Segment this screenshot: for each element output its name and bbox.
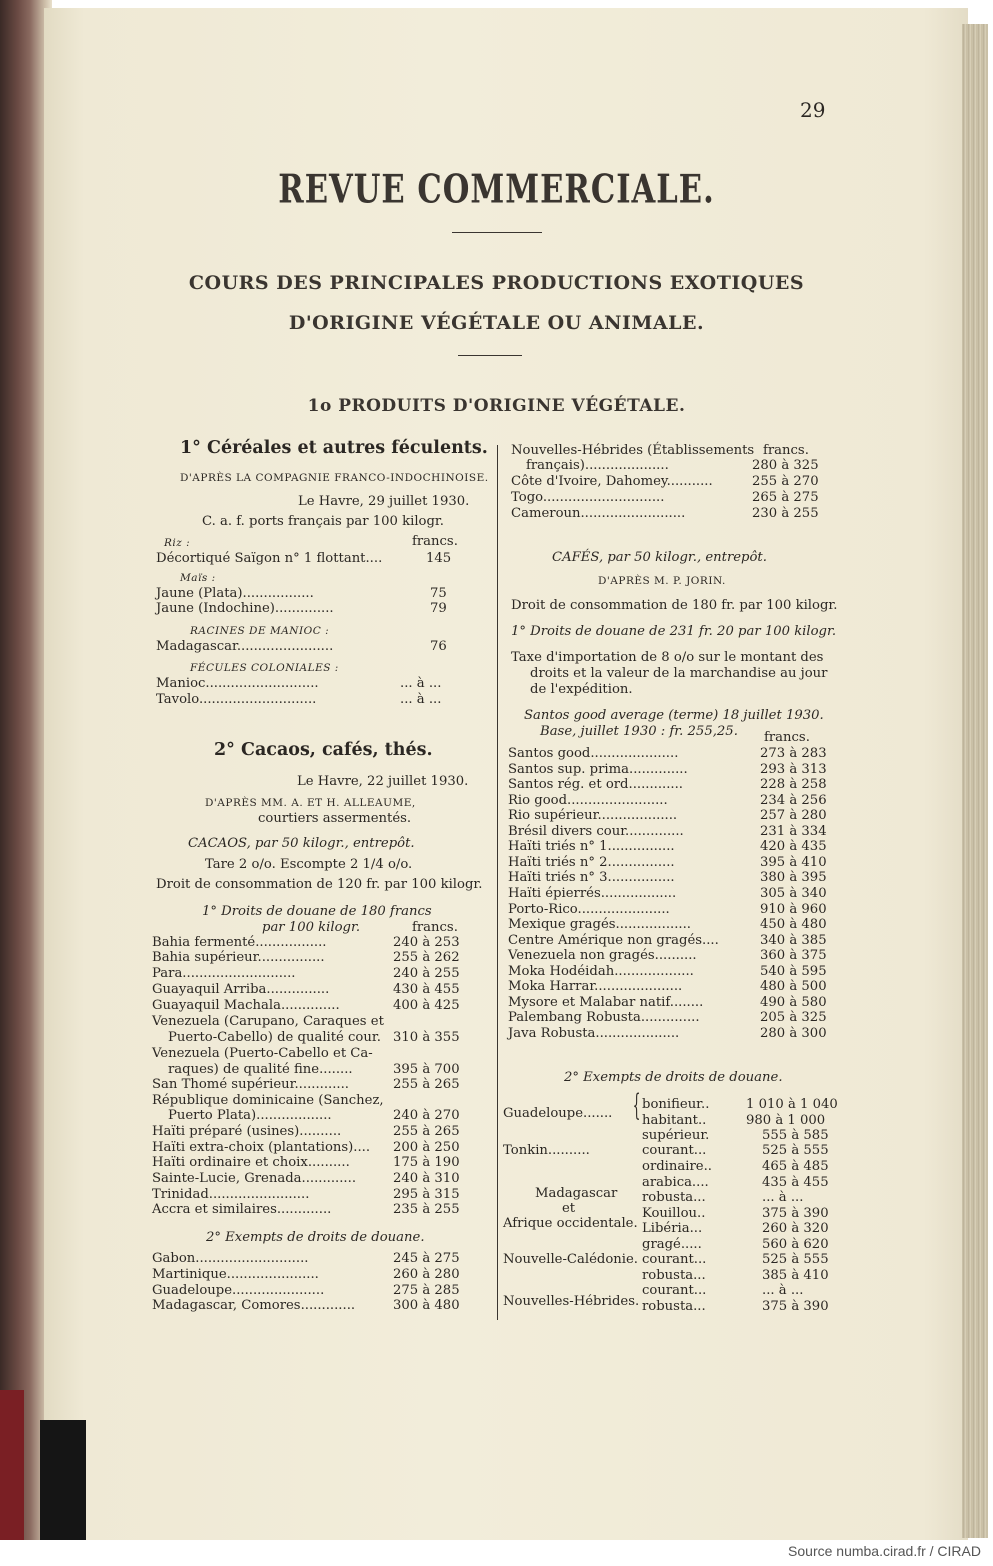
left-text-line: D'APRÈS LA COMPAGNIE FRANCO-INDOCHINOISE. (180, 472, 489, 484)
right-text-line: 293 à 313 (760, 762, 827, 777)
right-text-line: 395 à 410 (760, 855, 827, 870)
right-text-line: de l'expédition. (530, 682, 633, 697)
right-text-line: Afrique occidentale. (503, 1216, 638, 1231)
subtitle-line-2: D'ORIGINE VÉGÉTALE OU ANIMALE. (288, 312, 705, 334)
right-text-line: Venezuela non gragés.......... (508, 948, 697, 963)
left-text-line: Haïti ordinaire et choix.......... (152, 1155, 350, 1170)
right-text-line: 360 à 375 (760, 948, 827, 963)
right-text-line: Palembang Robusta.............. (508, 1010, 700, 1025)
right-text-line: francs. (764, 730, 810, 745)
right-text-line: habitant.. (642, 1113, 707, 1128)
left-text-line: ... à ... (400, 692, 442, 707)
right-text-line: Togo............................. (511, 490, 665, 505)
left-text-line: Haïti extra-choix (plantations).... (152, 1140, 371, 1155)
left-text-line: 145 (426, 551, 452, 566)
left-text-line: Martinique...................... (152, 1267, 319, 1282)
right-text-line: Santos rég. et ord............. (508, 777, 683, 792)
right-text-line: 525 à 555 (762, 1252, 829, 1267)
right-text-line: 231 à 334 (760, 824, 827, 839)
right-text-line: 465 à 485 (762, 1159, 829, 1174)
page-number: 29 (800, 98, 826, 122)
left-text-line: Venezuela (Puerto-Cabello et Ca- (152, 1046, 373, 1061)
left-text-line: Sainte-Lucie, Grenada............. (152, 1171, 357, 1186)
right-text-line: Côte d'Ivoire, Dahomey........... (511, 474, 713, 489)
right-text-line: 555 à 585 (762, 1128, 829, 1143)
left-text-line: 275 à 285 (393, 1283, 460, 1298)
right-text-line: 375 à 390 (762, 1206, 829, 1221)
bookmark-ribbon (0, 1390, 24, 1540)
right-text-line: gragé..... (642, 1237, 702, 1252)
left-text-line: Guayaquil Machala.............. (152, 998, 340, 1013)
right-text-line: Nouvelle-Calédonie. (503, 1252, 638, 1267)
left-text-line: 200 à 250 (393, 1140, 460, 1155)
left-text-line: 430 à 455 (393, 982, 460, 997)
right-text-line: Santos sup. prima.............. (508, 762, 688, 777)
right-text-line: 420 à 435 (760, 839, 827, 854)
left-text-line: Haïti préparé (usines).......... (152, 1124, 342, 1139)
left-text-line: 240 à 270 (393, 1108, 460, 1123)
right-text-line: arabica.... (642, 1175, 709, 1190)
right-text-line: Mexique gragés.................. (508, 917, 691, 932)
left-text-line: 2° Cacaos, cafés, thés. (214, 740, 433, 760)
left-text-line: Para........................... (152, 966, 296, 981)
right-text-line: Kouillou.. (642, 1206, 706, 1221)
right-text-line: 234 à 256 (760, 793, 827, 808)
subtitle-line-1: COURS DES PRINCIPALES PRODUCTIONS EXOTIQUES (188, 272, 805, 294)
right-text-line: courant... (642, 1143, 707, 1158)
right-text-line: 205 à 325 (760, 1010, 827, 1025)
right-text-line: Cameroun......................... (511, 506, 686, 521)
right-text-line: 1 010 à 1 040 (746, 1097, 838, 1112)
right-text-line: 340 à 385 (760, 933, 827, 948)
right-text-line: 257 à 280 (760, 808, 827, 823)
left-text-line: Guayaquil Arriba............... (152, 982, 330, 997)
left-text-line: 255 à 265 (393, 1124, 460, 1139)
right-text-line: 2° Exempts de droits de douane. (564, 1070, 783, 1085)
left-text-line: Droit de consommation de 120 fr. par 100 kilogr. (156, 877, 483, 892)
left-text-line: C. a. f. ports français par 100 kilogr. (202, 514, 444, 529)
right-text-line: Nouvelles-Hébrides. (503, 1294, 640, 1309)
left-text-line: Le Havre, 29 juillet 1930. (298, 494, 470, 509)
right-text-line: Santos good..................... (508, 746, 679, 761)
page-title: REVUE COMMERCIALE. (278, 167, 715, 213)
right-text-line: 385 à 410 (762, 1268, 829, 1283)
left-text-line: Puerto-Cabello) de qualité cour. (168, 1030, 381, 1045)
right-text-line: 560 à 620 (762, 1237, 829, 1252)
left-text-line: 240 à 253 (393, 935, 460, 950)
right-text-line: 273 à 283 (760, 746, 827, 761)
left-text-line: Venezuela (Carupano, Caraques et (152, 1014, 384, 1029)
right-text-line: Libéria... (642, 1221, 703, 1236)
page-sheet (44, 8, 968, 1548)
left-text-line: 1° Céréales et autres féculents. (180, 438, 488, 458)
right-text-line: 260 à 320 (762, 1221, 829, 1236)
left-text-line: 300 à 480 (393, 1298, 460, 1313)
right-text-line: Guadeloupe....... (503, 1106, 613, 1121)
left-text-line: 310 à 355 (393, 1030, 460, 1045)
right-text-line: Madagascar (535, 1186, 618, 1201)
left-text-line: Bahia fermenté................. (152, 935, 327, 950)
right-text-line: { (632, 1088, 641, 1123)
left-text-line: 2° Exempts de droits de douane. (206, 1230, 425, 1245)
left-text-line: 240 à 255 (393, 966, 460, 981)
left-text-line: Puerto Plata).................. (168, 1108, 332, 1123)
left-text-line: Tavolo............................ (156, 692, 317, 707)
left-text-line: 1° Droits de douane de 180 francs (202, 904, 432, 919)
left-text-line: Accra et similaires............. (152, 1202, 332, 1217)
left-text-line: raques) de qualité fine........ (168, 1062, 353, 1077)
left-text-line: courtiers assermentés. (258, 811, 412, 826)
left-text-line: par 100 kilogr. (262, 920, 361, 935)
left-text-line: Guadeloupe...................... (152, 1283, 325, 1298)
left-text-line: 245 à 275 (393, 1251, 460, 1266)
right-text-line: Mysore et Malabar natif........ (508, 995, 704, 1010)
right-text-line: Tonkin.......... (503, 1143, 590, 1158)
column-divider (497, 445, 498, 1320)
left-text-line: Le Havre, 22 juillet 1930. (297, 774, 469, 789)
section-heading: 1o PRODUITS D'ORIGINE VÉGÉTALE. (307, 396, 686, 416)
left-text-line: Jaune (Indochine).............. (156, 601, 334, 616)
right-text-line: 910 à 960 (760, 902, 827, 917)
left-text-line: D'APRÈS MM. A. ET H. ALLEAUME, (205, 797, 416, 809)
right-text-line: courant... (642, 1252, 707, 1267)
left-text-line: Trinidad........................ (152, 1187, 310, 1202)
left-text-line: RACINES DE MANIOC : (190, 625, 330, 637)
right-text-line: Haïti triés n° 2................ (508, 855, 675, 870)
left-text-line: Madagascar, Comores............. (152, 1298, 356, 1313)
right-text-line: Haïti triés n° 3................ (508, 870, 675, 885)
right-text-line: 480 à 500 (760, 979, 827, 994)
right-text-line: 228 à 258 (760, 777, 827, 792)
left-text-line: Riz : (164, 537, 191, 549)
source-credit: Source numba.cirad.fr / CIRAD (788, 1543, 981, 1559)
right-text-line: Brésil divers cour.............. (508, 824, 684, 839)
left-text-line: 255 à 262 (393, 950, 460, 965)
right-text-line: 265 à 275 (752, 490, 819, 505)
left-text-line: 79 (430, 601, 447, 616)
right-text-line: D'APRÈS M. P. JORIN. (598, 575, 726, 587)
right-text-line: robusta... (642, 1299, 706, 1314)
title-rule (452, 232, 542, 233)
right-text-line: 280 à 300 (760, 1026, 827, 1041)
left-text-line: Jaune (Plata)................. (156, 586, 314, 601)
left-text-line: 240 à 310 (393, 1171, 460, 1186)
right-text-line: CAFÉS, par 50 kilogr., entrepôt. (552, 550, 767, 565)
left-text-line: ... à ... (400, 676, 442, 691)
left-text-line: 395 à 700 (393, 1062, 460, 1077)
right-text-line: 375 à 390 (762, 1299, 829, 1314)
right-text-line: 1° Droits de douane de 231 fr. 20 par 100 kilogr. (511, 624, 837, 639)
right-text-line: 305 à 340 (760, 886, 827, 901)
left-text-line: FÉCULES COLONIALES : (190, 662, 339, 674)
right-text-line: 490 à 580 (760, 995, 827, 1010)
left-text-line: CACAOS, par 50 kilogr., entrepôt. (188, 836, 415, 851)
right-text-line: Rio supérieur................... (508, 808, 678, 823)
right-text-line: Santos good average (terme) 18 juillet 1930. (524, 708, 824, 723)
left-text-line: francs. (412, 534, 458, 549)
right-text-line: 980 à 1 000 (746, 1113, 826, 1128)
right-text-line: Taxe d'importation de 8 o/o sur le montant des (511, 650, 824, 665)
right-text-line: Nouvelles-Hébrides (Établissements (511, 443, 755, 458)
right-text-line: Java Robusta.................... (508, 1026, 680, 1041)
right-text-line: Rio good........................ (508, 793, 668, 808)
left-text-line: 75 (430, 586, 447, 601)
right-text-line: ... à ... (762, 1190, 804, 1205)
right-text-line: courant... (642, 1283, 707, 1298)
right-text-line: francs. (763, 443, 809, 458)
left-text-line: Décortiqué Saïgon n° 1 flottant.... (156, 551, 383, 566)
right-text-line: Moka Harrar..................... (508, 979, 683, 994)
right-text-line: ordinaire.. (642, 1159, 712, 1174)
left-text-line: 235 à 255 (393, 1202, 460, 1217)
right-text-line: 525 à 555 (762, 1143, 829, 1158)
right-text-line: ... à ... (762, 1283, 804, 1298)
page-edges (962, 24, 988, 1538)
left-text-line: Maïs : (180, 572, 216, 584)
right-text-line: bonifieur.. (642, 1097, 710, 1112)
right-text-line: Haïti triés n° 1................ (508, 839, 675, 854)
left-text-line: Madagascar....................... (156, 639, 334, 654)
left-text-line: 255 à 265 (393, 1077, 460, 1092)
left-text-line: 400 à 425 (393, 998, 460, 1013)
right-text-line: robusta... (642, 1268, 706, 1283)
right-text-line: Haïti épierrés.................. (508, 886, 677, 901)
right-text-line: et (562, 1201, 576, 1216)
right-text-line: 540 à 595 (760, 964, 827, 979)
right-text-line: Base, juillet 1930 : fr. 255,25. (540, 724, 738, 739)
left-text-line: 295 à 315 (393, 1187, 460, 1202)
right-text-line: 230 à 255 (752, 506, 819, 521)
left-text-line: 260 à 280 (393, 1267, 460, 1282)
left-text-line: francs. (412, 920, 458, 935)
binding-shadow (40, 1420, 86, 1560)
left-text-line: Tare 2 o/o. Escompte 2 1/4 o/o. (205, 857, 413, 872)
subtitle-rule (458, 355, 522, 356)
right-text-line: Porto-Rico...................... (508, 902, 670, 917)
right-text-line: droits et la valeur de la marchandise au jour (530, 666, 828, 681)
right-text-line: 280 à 325 (752, 458, 819, 473)
left-text-line: Gabon........................... (152, 1251, 309, 1266)
right-text-line: robusta... (642, 1190, 706, 1205)
left-text-line: San Thomé supérieur............. (152, 1077, 349, 1092)
left-text-line: 76 (430, 639, 447, 654)
right-text-line: supérieur. (642, 1128, 710, 1143)
left-text-line: Bahia supérieur................ (152, 950, 325, 965)
right-text-line: 450 à 480 (760, 917, 827, 932)
left-text-line: République dominicaine (Sanchez, (152, 1093, 384, 1108)
left-text-line: Manioc........................... (156, 676, 319, 691)
right-text-line: Droit de consommation de 180 fr. par 100 kilogr. (511, 598, 838, 613)
right-text-line: 435 à 455 (762, 1175, 829, 1190)
left-text-line: 175 à 190 (393, 1155, 460, 1170)
right-text-line: 380 à 395 (760, 870, 827, 885)
right-text-line: Moka Hodéidah................... (508, 964, 694, 979)
right-text-line: 255 à 270 (752, 474, 819, 489)
right-text-line: français).................... (526, 458, 669, 473)
right-text-line: Centre Amérique non gragés.... (508, 933, 719, 948)
